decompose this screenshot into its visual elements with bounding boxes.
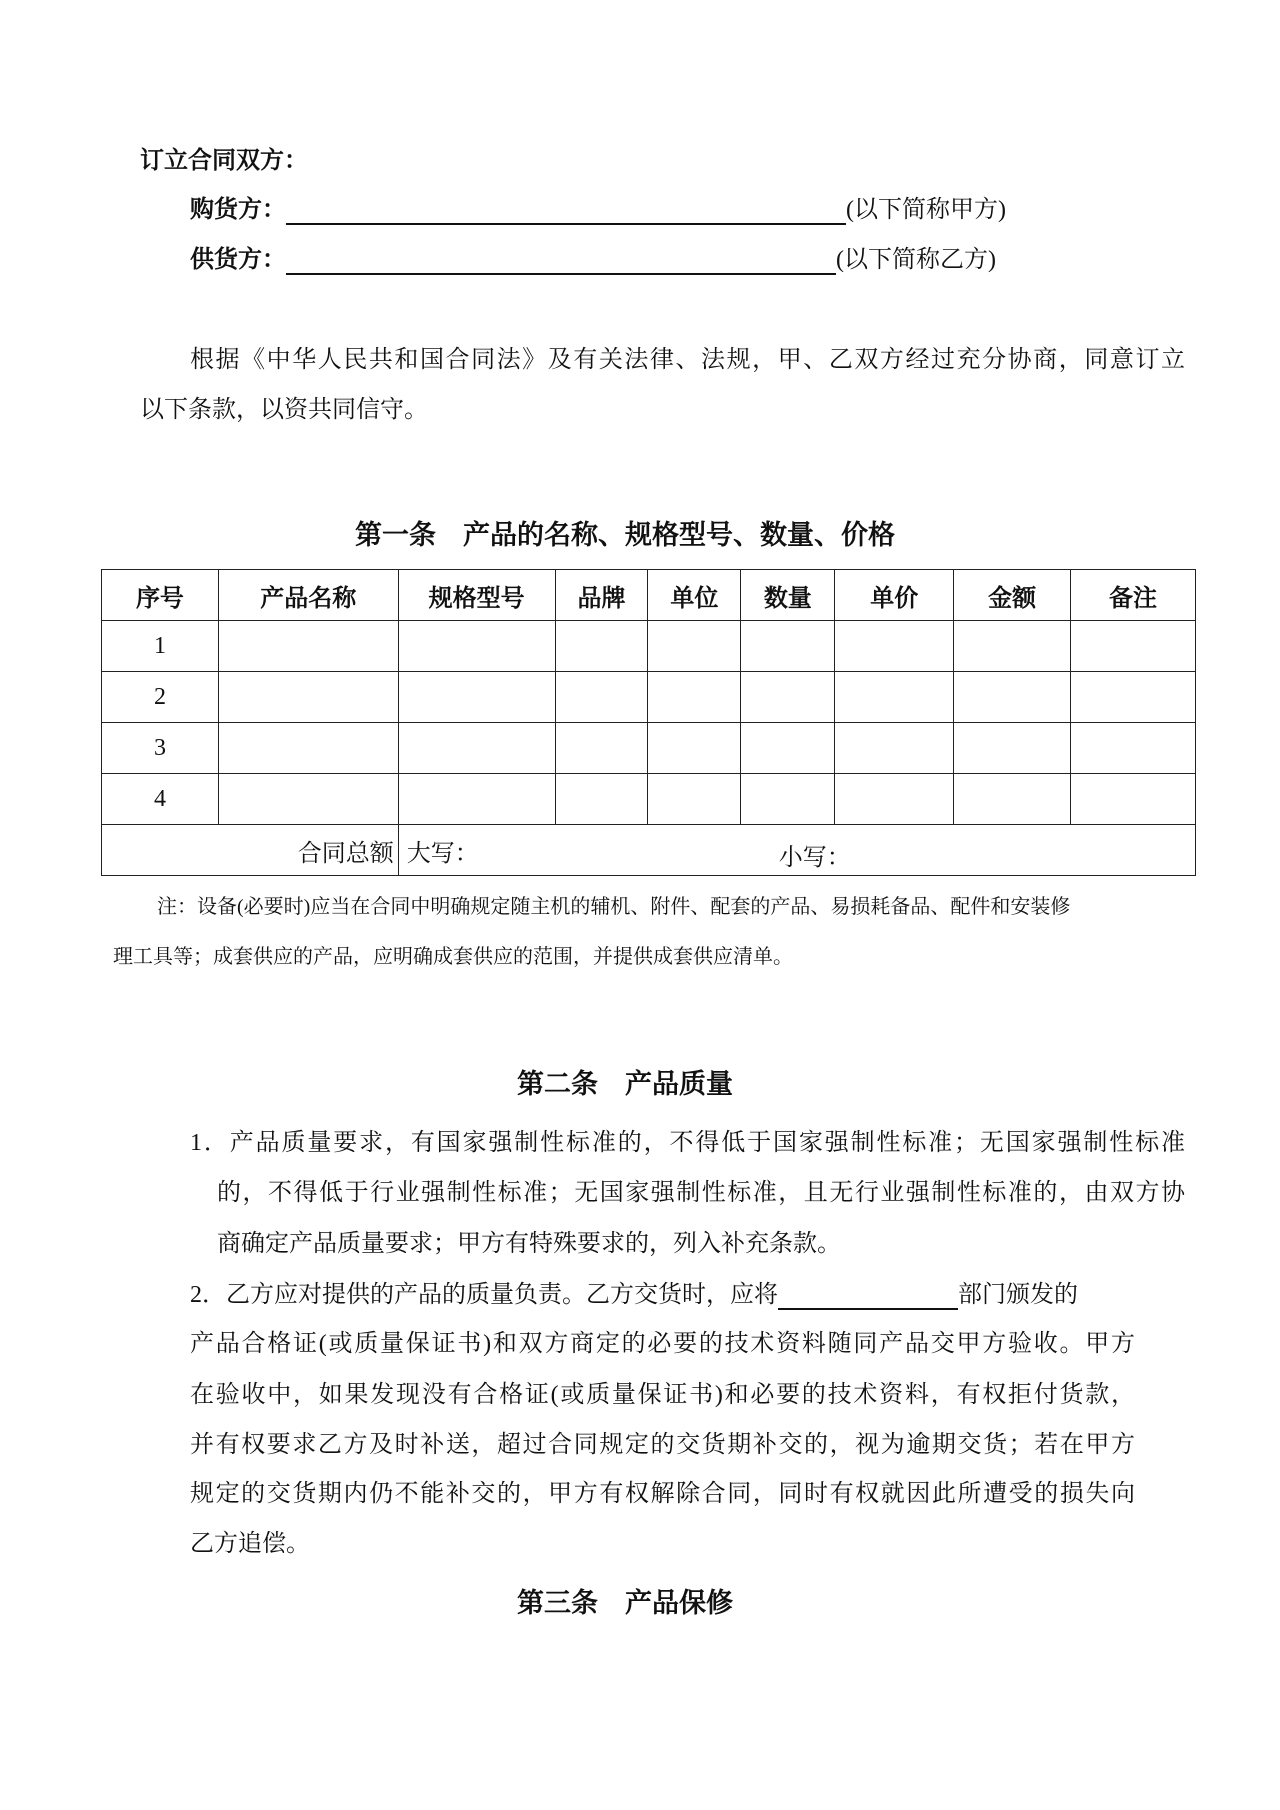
department-field[interactable] [778,1282,958,1310]
cell[interactable] [954,621,1071,672]
intro-line: 以下条款，以资共同信守。 [140,397,428,423]
cell[interactable] [835,723,954,774]
seller-row [190,245,996,275]
total-label: 合同总额 [102,825,399,876]
total-amount-cell[interactable] [398,825,1195,876]
total-row [102,825,1196,876]
item2-line: 乙方追偿。 [190,1531,310,1557]
item2-text: 2．乙方应对提供的产品的质量负责。乙方交货时，应将 [190,1282,778,1308]
parties-title: 订立合同双方： [140,148,308,174]
cell[interactable] [648,672,741,723]
cell[interactable] [954,774,1071,825]
header-cell: 序号 [102,570,219,621]
cell[interactable] [555,723,648,774]
item2-text: 部门颁发的 [958,1282,1078,1308]
cell[interactable] [555,672,648,723]
cell[interactable] [835,774,954,825]
table-row [102,774,1196,825]
cell[interactable] [648,621,741,672]
upper-label: 大写： [406,840,479,867]
cell[interactable] [648,723,741,774]
buyer-label: 购货方： [190,197,286,223]
cell[interactable] [835,672,954,723]
buyer-field[interactable] [286,197,846,225]
cell[interactable] [741,774,835,825]
table-header-row [102,570,1196,621]
cell[interactable] [218,621,398,672]
cell[interactable] [954,723,1071,774]
table-note-line: 理工具等；成套供应的产品，应明确成套供应的范围，并提供成套供应清单。 [113,946,793,968]
table-note-line: 注：设备(必要时)应当在合同中明确规定随主机的辅机、附件、配套的产品、易损耗备品、配件和安装修 [157,896,1071,918]
item1-line: 1．产品质量要求，有国家强制性标准的，不得低于国家强制性标准；无国家强制性标准 [190,1130,1185,1156]
row-number: 3 [102,723,219,774]
row-number: 1 [102,621,219,672]
header-cell: 单价 [835,570,954,621]
cell[interactable] [218,723,398,774]
cell[interactable] [398,672,555,723]
cell[interactable] [398,621,555,672]
cell[interactable] [1071,774,1196,825]
header-cell: 备注 [1071,570,1196,621]
cell[interactable] [398,774,555,825]
item2-line: 规定的交货期内仍不能补交的，甲方有权解除合同，同时有权就因此所遭受的损失向 [190,1481,1135,1507]
item2-line: 并有权要求乙方及时补送，超过合同规定的交货期补交的，视为逾期交货；若在甲方 [190,1432,1135,1458]
cell[interactable] [741,672,835,723]
buyer-suffix: (以下简称甲方) [846,197,1006,223]
header-cell: 单位 [648,570,741,621]
cell[interactable] [648,774,741,825]
lower-label: 小写： [778,845,851,871]
header-cell: 数量 [741,570,835,621]
seller-suffix: (以下简称乙方) [836,247,996,273]
item1-line: 的，不得低于行业强制性标准；无国家强制性标准，且无行业强制性标准的，由双方协 [217,1180,1185,1206]
product-table [101,569,1196,876]
cell[interactable] [954,672,1071,723]
cell[interactable] [1071,672,1196,723]
buyer-row [190,195,1006,225]
table-row [102,672,1196,723]
item1-line: 商确定产品质量要求；甲方有特殊要求的，列入补充条款。 [217,1231,841,1257]
cell[interactable] [555,774,648,825]
intro-line: 根据《中华人民共和国合同法》及有关法律、法规，甲、乙双方经过充分协商，同意订立 [190,347,1185,373]
header-cell: 规格型号 [398,570,555,621]
table-row [102,621,1196,672]
cell[interactable] [1071,723,1196,774]
item2-line: 产品合格证(或质量保证书)和双方商定的必要的技术资料随同产品交甲方验收。甲方 [190,1331,1135,1357]
row-number: 4 [102,774,219,825]
cell[interactable] [835,621,954,672]
cell[interactable] [218,672,398,723]
header-cell: 产品名称 [218,570,398,621]
cell[interactable] [555,621,648,672]
cell[interactable] [741,621,835,672]
seller-field[interactable] [286,247,836,275]
header-cell: 品牌 [555,570,648,621]
item2-line: 在验收中，如果发现没有合格证(或质量保证书)和必要的技术资料，有权拒付货款， [190,1382,1135,1408]
row-number: 2 [102,672,219,723]
item2-first-line [190,1280,1078,1310]
cell[interactable] [1071,621,1196,672]
header-cell: 金额 [954,570,1071,621]
cell[interactable] [398,723,555,774]
cell[interactable] [218,774,398,825]
cell[interactable] [741,723,835,774]
article3-title: 第三条 产品保修 [517,1588,733,1618]
seller-label: 供货方： [190,247,286,273]
table-row [102,723,1196,774]
article1-title: 第一条 产品的名称、规格型号、数量、价格 [355,520,895,550]
article2-title: 第二条 产品质量 [517,1069,733,1099]
